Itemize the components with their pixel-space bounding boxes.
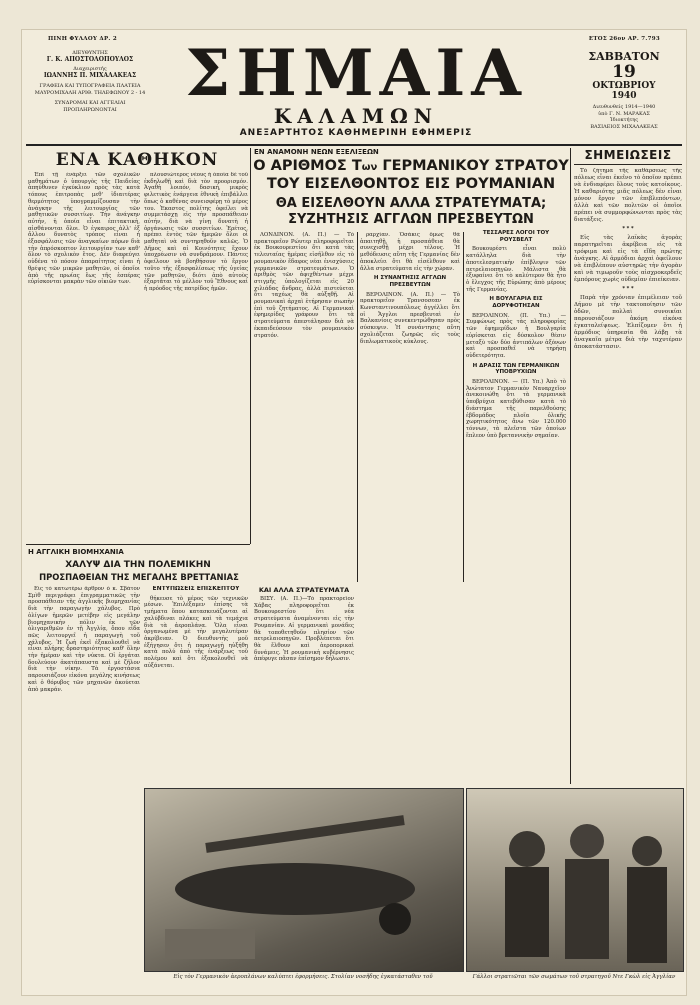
main-col-3	[466, 230, 566, 582]
main-article-headline-4: ΣΥΖΗΤΗΣΙΣ ΑΓΓΛΩΝ ΠΡΕΣΒΕΥΤΩΝ	[288, 212, 534, 227]
soldier-body-2	[565, 859, 609, 959]
main-article-headline-3: ΘΑ ΕΙΣΕΛΘΟΥΝ ΑΛΛΑ ΣΤΡΑΤΕΥΜΑΤΑ;	[275, 196, 547, 211]
left-article-headline: ΕΝΑ ΚΑΘΗΚΟΝ	[55, 150, 219, 170]
newspaper-page	[22, 30, 686, 995]
second-article-kicker: Η ΑΓΓΛΙΚΗ ΒΙΟΜΗΧΑΝΙΑ	[28, 548, 124, 556]
newspaper-title: ΣΗΜΑΙΑ	[185, 36, 527, 111]
third-article-text: ΒΙΣΥ. (Α. Π.)—Τὸ πρακτορεῖον Χάβας πληροφορεῖται ἐκ Βουκουρεστίου ὅτι νέα στρατεύματα ἀναμένονται εἰς τὴν Ρουμανίαν. Αἱ γερμανικαὶ μονάδες θὰ τοποθετηθοῦν πλησίον τῶν πετρελαιοπηγῶν. Προβλέπεται ὅτι θὰ ἔλθουν καὶ ἀεροπορικαὶ δυνάμεις. Ἡ ρουμανικὴ κυβέρνησις ἀπέφυγε πᾶσαν ἐπίσημον δήλωσιν.	[254, 596, 354, 663]
column-rule-3	[463, 232, 464, 582]
notes-paragraph-1: Τὸ ζήτημα τῆς καθάρσεως τῆς πόλεως εἶναι ἐκεῖνο τὸ ὁποῖον πρέπει νὰ ἐνδιαφέρει ὅλους τοὺς κατοίκους. Ἡ καθαριότης μιᾶς πόλεως δὲν εἶναι μόνον ἔργον τῶν ἐπιβλεπόντων, ἀλλὰ καὶ τῶν πολιτῶν οἱ ὁποῖοι πρέπει νὰ συμμορφώνωνται πρὸς τὰς διατάξεις.	[574, 168, 682, 223]
ground-shape	[165, 929, 255, 959]
second-article-col2	[144, 586, 248, 786]
photo-soldiers	[466, 788, 684, 972]
second-article-col1	[28, 586, 140, 990]
second-article-headline-2: ΠΡΟΣΠΑΘΕΙΑΝ ΤΗΣ ΜΕΓΑΛΗΣ ΒΡΕΤΤΑΝΙΑΣ	[39, 572, 239, 582]
third-article-col	[254, 596, 354, 786]
newspaper-tagline: ΑΝΕΞΑΡΤΗΤΟΣ ΚΑΘΗΜΕΡΙΝΗ ΕΦΗΜΕΡΙΣ	[239, 128, 473, 138]
photo-aircraft-caption: Εἰς τὸν Γερμανικὸν ἀεροπλάνων καλύπτει ἐφορμήσεις. Στολίαν νοσῆδης ἐγκατάσταθεν τοῦ	[173, 974, 433, 980]
left-article-text-2: πλουσιώτερος νέους ἡ ὁποία δὲ τοῦ ἐκδηλωθῇ καὶ διὰ τὸν προορισμόν. Ἀγαθὴ λοιπόν, δασική, μικρὸς φιλετικὸς ἐνάργεια ἐθνικὴ ἐπιβάλλει ὅπως ὁ καθένας συνεισφέρῃ τὸ μέρος του. Ἑκαστος πολίτης ὀφείλει νὰ συμμετάσχῃ εἰς τὴν προσπάθειαν αὐτήν, διὰ νὰ γίνῃ δυνατὴ ἡ ὀργάνωσις τῶν συσσιτίων. Ἐρέτος, πρέπει ἐντὸς τῶν ἡμερῶν ὅλοι οἱ μαθηταὶ νὰ συντηρηθοῦν καλῶς. Ὁ Δῆμος καὶ αἱ Κοινότητες ἔχουν ὑποχρέωσιν νὰ συνδράμουν. Πάντες ὀφείλουν νὰ βοηθήσουν τὸ ἔργον τοῦτο τῆς ἐξασφαλίσεως τῆς ὑγείας τῶν μαθητῶν, διότι ἀπὸ αὐτοὺς ἐξαρτᾶται τὸ μέλλον τοῦ Ἔθνους καὶ ἡ πρόοδος τῆς πατρίδος ἡμῶν.	[144, 172, 248, 292]
founder-line-3: Ἰδιοκτήτης	[609, 117, 639, 123]
headline-1-part-a: Ο ΑΡΙΘΜΟΣ Τ	[253, 158, 362, 174]
notes-separator-1: * * *	[622, 226, 634, 232]
publisher-box	[34, 50, 146, 113]
notes-headline: ΣΗΜΕΙΩΣΕΙΣ	[584, 148, 672, 162]
director-name: Γ. Κ. ΑΠΟΣΤΟΛΟΠΟΥΛΟΣ	[46, 55, 134, 63]
main-col-3b-text: ΒΕΡΟΛΙΝΟΝ. (Π. Υπ.) — Συμφώνως πρὸς τὰς πληροφορίας τῶν ἐφημερίδων ἡ Βουλγαρία εὑρίσκεται εἰς δύσκολον θέσιν μεταξὺ τῶν δύο ἀντιπάλων ἀξόνων καὶ προσπαθεῖ νὰ τηρήσῃ οὐδετερότητα.	[466, 312, 566, 359]
soldier-head-2	[570, 824, 604, 858]
date-box	[572, 50, 676, 130]
photo-aircraft	[144, 788, 464, 972]
main-article-headline-2: ΤΟΥ ΕΙΣΕΛΘΟΝΤΟΣ ΕΙΣ ΡΟΥΜΑΝΙΑΝ	[266, 176, 556, 192]
founder-line-4: ΒΑΣΙΛΕΙΟΣ ΜΙΧΑΛΑΚΕΑΣ	[590, 123, 658, 130]
column-rule-1	[250, 148, 251, 544]
third-article-headline: ΚΑΙ ΑΛΛΑ ΣΤΡΑΤΕΥΜΑΤΑ	[258, 586, 350, 594]
main-col-1	[254, 232, 354, 582]
headline-1-part-c: ΓΕΡΜΑΝΙΚΟΥ ΣΤΡΑΤΟΥ	[377, 158, 569, 174]
price-line: ΠΙΝΗ ΦΥΛΛΟΥ ΔΡ. 2	[48, 36, 117, 42]
second-article-text-1: Εἰς τὸ κατωτέρω ἄρθρον ὁ κ. Σβάτον Σμὶθ περιγράφει ἐπιγραμματικῶς τὴν προσπάθειαν τῆς ἀγγλικῆς βιομηχανίας διὰ τὴν παραγωγὴν χάλυβος. Πρὸ ὀλίγων ἡμερῶν μετέβην εἰς μεγάλην βιομηχανικὴν πόλιν ἐκ τῶν ὀλιγαριθμῶν ἐν τῇ Ἀγγλίᾳ, ὅπου εἶδα πῶς λειτουργεῖ ἡ παραγωγὴ τοῦ χάλυβος. Ἡ ζωὴ ἐκεῖ ἐξακολουθεῖ νὰ εἶναι πλήρης δραστηριότητος καθ' ὅλην τὴν ἡμέραν καὶ τὴν νύκτα. Οἱ ἐργάται δουλεύουν ἀκατάπαυστα καὶ μὲ ζῆλον διὰ τὴν νίκην. Τὰ ἐργοστάσια παρουσιάζουν εἰκόνα μεγάλης κινήσεως καὶ ὁ θόρυβος τῶν μηχανῶν ἀκούεται ἀπὸ μακράν.	[28, 586, 140, 693]
date-day: ΣΑΒΒΑΤΟΝ	[588, 50, 660, 63]
soldier-head-3	[632, 836, 662, 866]
main-col-4-text: ΒΕΡΟΛΙΝΟΝ. — (Π. Υπ.) Ἀπὸ τὸ Ἀνώτατον Γερμανικὸν Ναυαρχεῖον ἀνεκοινώθη ὅτι τὰ γερμανικὰ ὑποβρύχια κατεβύθισαν κατὰ τὸ διάστημα τῆς παρελθούσης ἑβδομάδος πλοῖα ὁλικῆς χωρητικότητος ἄνω τῶν 120.000 τόννων, τὰ πλεῖστα τῶν ὁποίων ἔπλεον ὑπὸ βρεταννικὴν σημαίαν.	[466, 379, 566, 439]
date-month: ΟΚΤΩΒΡΙΟΥ	[592, 81, 656, 91]
soldier-body-1	[505, 867, 549, 957]
founder-line-1: Διευθυνθείς 1914—1940	[592, 104, 656, 110]
notes-rule	[574, 164, 682, 165]
notes-paragraph-3: Παρὰ τὴν χρόνιαν ἐπιμέλειαν τοῦ Δήμου μὲ τὴν τακτοποίησιν τῶν ὁδῶν, πολλαὶ συνοικίαι παρουσιάζουν ἀκόμη εἰκόνα ἐγκαταλείψεως. Ἐλπίζομεν ὅτι ἡ ἁρμόδιος ὑπηρεσία θὰ λάβῃ τὰ ἀναγκαῖα μέτρα διὰ τὴν ταχυτέραν ἀποκατάστασιν.	[574, 295, 682, 350]
second-article-text-2: θήκευσε τὸ μέρος τῶν τεχνικῶν μέσων. Ἐπιλέξαμεν ἐπίσης τὰ τμήματα ὅπου κατασκευάζονται αἱ χαλύβδιναι πλάκες καὶ τὰ τεμάχια διὰ τὰ ἀεροπλάνα. Ὅλα εἶναι ὀργανωμένα μὲ τὴν μεγαλυτέραν ἀκρίβειαν. Ὁ διευθυντὴς μοῦ ἐξήγησεν ὅτι ἡ παραγωγὴ ηὐξήθη κατὰ πολύ ἀπὸ τῆς ἐνάρξεως τοῦ πολέμου καὶ ὅτι ἐξακολουθεῖ νὰ αὐξάνεται.	[144, 595, 248, 669]
aircraft-wing-shape	[205, 815, 404, 853]
photo-soldiers-caption: Γάλλοι στρατιῶται τῶν σωμάτων τοῦ στρατηγοῦ Ντε Γκὼλ εἰς Ἀγγλίαν	[472, 974, 676, 980]
soldier-head-1	[509, 831, 545, 867]
headline-1-part-b: ων	[361, 162, 378, 173]
subscription-note: ΣΥΝΔΡΟΜΑΙ ΚΑΙ ΑΓΓΕΛΙΑΙ ΠΡΟΠΛΗΡΩΝΟΝΤΑΙ	[54, 100, 126, 113]
photo-soldiers-svg	[467, 789, 683, 971]
founder-info	[572, 104, 676, 130]
main-col-3-head: ΤΕΣΣΑΡΕΣ ΛΟΓΟΙ ΤΟΥ ΡΟΥΣΒΕΛΤ	[482, 230, 550, 243]
photo-aircraft-svg	[145, 789, 463, 971]
owner-name: ΙΩΑΝΝΗΣ Π. ΜΙΧΑΛΑΚΕΑΣ	[43, 71, 137, 79]
owner-label: Διαχειριστής	[73, 66, 107, 72]
main-col-2	[360, 232, 460, 582]
column-rule-2	[357, 232, 358, 582]
second-article-headline-1: ΧΑΛΥΨ ΔΙΑ ΤΗΝ ΠΟΛΕΜΙΚΗΝ	[65, 560, 211, 570]
main-col-2-text: ραρχίαν. Ὁσάκις ὅμως θὰ ἀπαιτηθῇ, ἡ προσπάθεια θὰ συνεχισθῇ μέχρι τέλους. Ἡ μεθόδευσις αὕτη τῆς Γερμανίας δὲν ἀποκλείει ὅτι θὰ εἰσέλθουν καὶ ἄλλα στρατεύματα εἰς τὴν χώραν.	[360, 232, 460, 272]
director-label: ΔΙΕΥΘΥΝΤΗΣ	[72, 50, 108, 56]
notes-paragraph-2: Εἰς τὰς λαϊκὰς ἀγορὰς παρατηρεῖται ἀκρίβεια εἰς τὰ τρόφιμα καὶ εἰς τὰ εἴδη πρώτης ἀνάγκης. Αἱ ἀρμόδιαι ἀρχαὶ ὀφείλουν νὰ ἐπιβλέπουν αὐστηρῶς τὴν ἀγορὰν καὶ νὰ τιμωροῦν τοὺς αἰσχροκερδεῖς ἐμπόρους χωρὶς οὐδεμίαν ἐπιείκειαν.	[574, 235, 682, 283]
aircraft-fuselage-shape	[175, 863, 415, 915]
section-rule-left	[26, 544, 250, 545]
founder-line-2: ὑπὸ Γ. Ν. ΜΑΡΑΚΑΣ	[598, 110, 650, 117]
main-article-headline-1	[252, 158, 570, 176]
left-article-text-1: Ἐπὶ τῇ ἐνάρξει τῶν σχολικῶν μαθημάτων ὁ ὑπουργὸς τῆς Παιδείας ἀπηύθυνεν ἐγκύκλιον πρὸς τὰς κατὰ τόπους ἐπιτροπὰς μεθ' ἰδιαιτέρας θερμότητος ὑπογραμμίζουσαν τὴν ἀνάγκην τῆς λειτουργίας τῶν μαθητικῶν συσσιτίων. Τὴν ἀνάγκην αὐτήν, ἡ ὁποία εἶναι ἐπιτακτικὴ, αἰσθάνονται ὅλοι. Ὁ ἐγκαιρος ἀλλ' ἐξ ἄλλου δυνατὸς τρόπος εἶναι ἡ ἐξασφάλισις τῶν ἀναγκαίων πόρων διὰ τὴν ἀπρόσκοπτον λειτουργίαν των καθ' ὅλον τὸ σχολικὸν ἔτος. Δὲν διαφεύγει οὐδένα τὸ πόσον ἀπαραίτητος εἶναι ἡ θρέψις τῶν μικρῶν μαθητῶν, οἱ ὁποῖοι ἀπὸ τῆς πρωίας ἔως τῆς ἑσπέρας εὑρίσκονται μακρὰν τῶν οἰκιῶν των.	[28, 172, 140, 286]
main-sub-1-head: Η ΣΥΝΑΝΤΗΣΙΣ ΑΓΓΛΩΝ ΠΡΕΣΒΕΥΤΩΝ	[373, 275, 447, 288]
main-col-3-text: Βουκουρέστι εἶναι πολὺ κατάλληλα διὰ τὴν ἀποτελεσματικὴν ἐπίβλεψιν τῶν πετρελαιοπηγῶν. Μάλιστα θὰ ἐξυφαίνει ὅτι τὸ καλύτερον θὰ ἦτο ὁ ἔλεγχος τῆς Εὐρώπης ἀπὸ μέρους τῆς Γερμανίας.	[466, 246, 566, 293]
left-article-col1	[28, 172, 140, 540]
aircraft-wheel-shape	[379, 903, 411, 935]
soldier-body-3	[627, 867, 667, 963]
main-col-1-text: ΛΟΝΔΙΝΟΝ. (Α. Π.) — Τὸ πρακτορεῖον Ρώυτερ πληροφορεῖται ἐκ Βουκουρεστίου ὅτι κατὰ τὰς τελευταίας ἡμέρας εἰσῆλθον εἰς τὸ ρουμανικὸν ἔδαφος νέαι ἐνισχύσεις γερμανικῶν στρατευμάτων. Ὁ ἀριθμὸς τῶν ἀφιχθέντων μέχρι στιγμῆς ὑπολογίζεται εἰς 20 χιλιάδας ἄνδρας, ἀλλὰ πιστεύεται ὅτι ταχέως θὰ αὐξηθῇ. Αἱ ρουμανικαὶ ἀρχαὶ ἐτήρησαν σιωπὴν ἐπὶ τοῦ ζητήματος. Αἱ Γερμανικαὶ ἐφημερίδες γράφουν ὅτι τὰ στρατεύματα ἀπεστάλησαν διὰ νὰ ἐκπαιδεύσουν τὸν ρουμανικὸν στρατόν.	[254, 232, 354, 339]
office-address: ΓΡΑΦΕΙΑ ΚΑΙ ΤΥΠΟΓΡΑΦΕΙΑ ΠΛΑΤΕΙΑ ΜΑΥΡΟΜΙΧΑΛΗ ΑΡΙΘ. ΤΗΛΕΦΩΝΟΥ 2 - 14	[34, 83, 146, 96]
newspaper-subtitle: ΚΑΛΑΜΩΝ	[273, 104, 439, 128]
date-year: 1940	[611, 91, 637, 101]
main-article-kicker: ΕΝ ΑΝΑΜΟΝΗ ΝΕΩΝ ΕΞΕΛΙΞΕΩΝ	[254, 148, 379, 156]
date-number: 19	[612, 62, 636, 82]
main-col-3b-head: Η ΒΟΥΛΓΑΡΙΑ ΕΙΣ ΔΟΡΥΦΟΤΗΣΑΝ	[489, 296, 543, 310]
issue-line: ΕΤΟΣ 26ον ΑΡ. 7.793	[588, 36, 660, 42]
column-rule-4	[570, 148, 571, 784]
main-sub-1-text: ΒΕΡΟΛΙΝΟΝ. (Α. Π.) — Τὸ πρακτορεῖον Τρανσοσεαν ἐκ Κωνσταντινουπόλεως ἀγγέλλει ὅτι οἱ Ἄγγλοι πρεσβευταὶ ἐν Βαλκανίοις συνεκεντρώθησαν πρὸς σύσκεψιν. Ἡ συνάντησις αὕτη σχολιάζεται ζωηρῶς εἰς τοὺς διπλωματικοὺς κύκλους.	[360, 291, 460, 345]
left-article-col2	[144, 172, 248, 540]
second-article-sub: ΕΝΤΥΠΩΣΕΙΣ ΕΠΙΣΚΕΠΤΟΥ	[152, 586, 240, 592]
notes-separator-2: * * *	[622, 286, 634, 292]
notes-column	[574, 168, 682, 784]
main-col-4-head: Η ΔΡΑΣΙΣ ΤΩΝ ΓΕΡΜΑΝΙΚΩΝ ΥΠΟΒΡΥΧΙΩΝ	[472, 362, 560, 376]
